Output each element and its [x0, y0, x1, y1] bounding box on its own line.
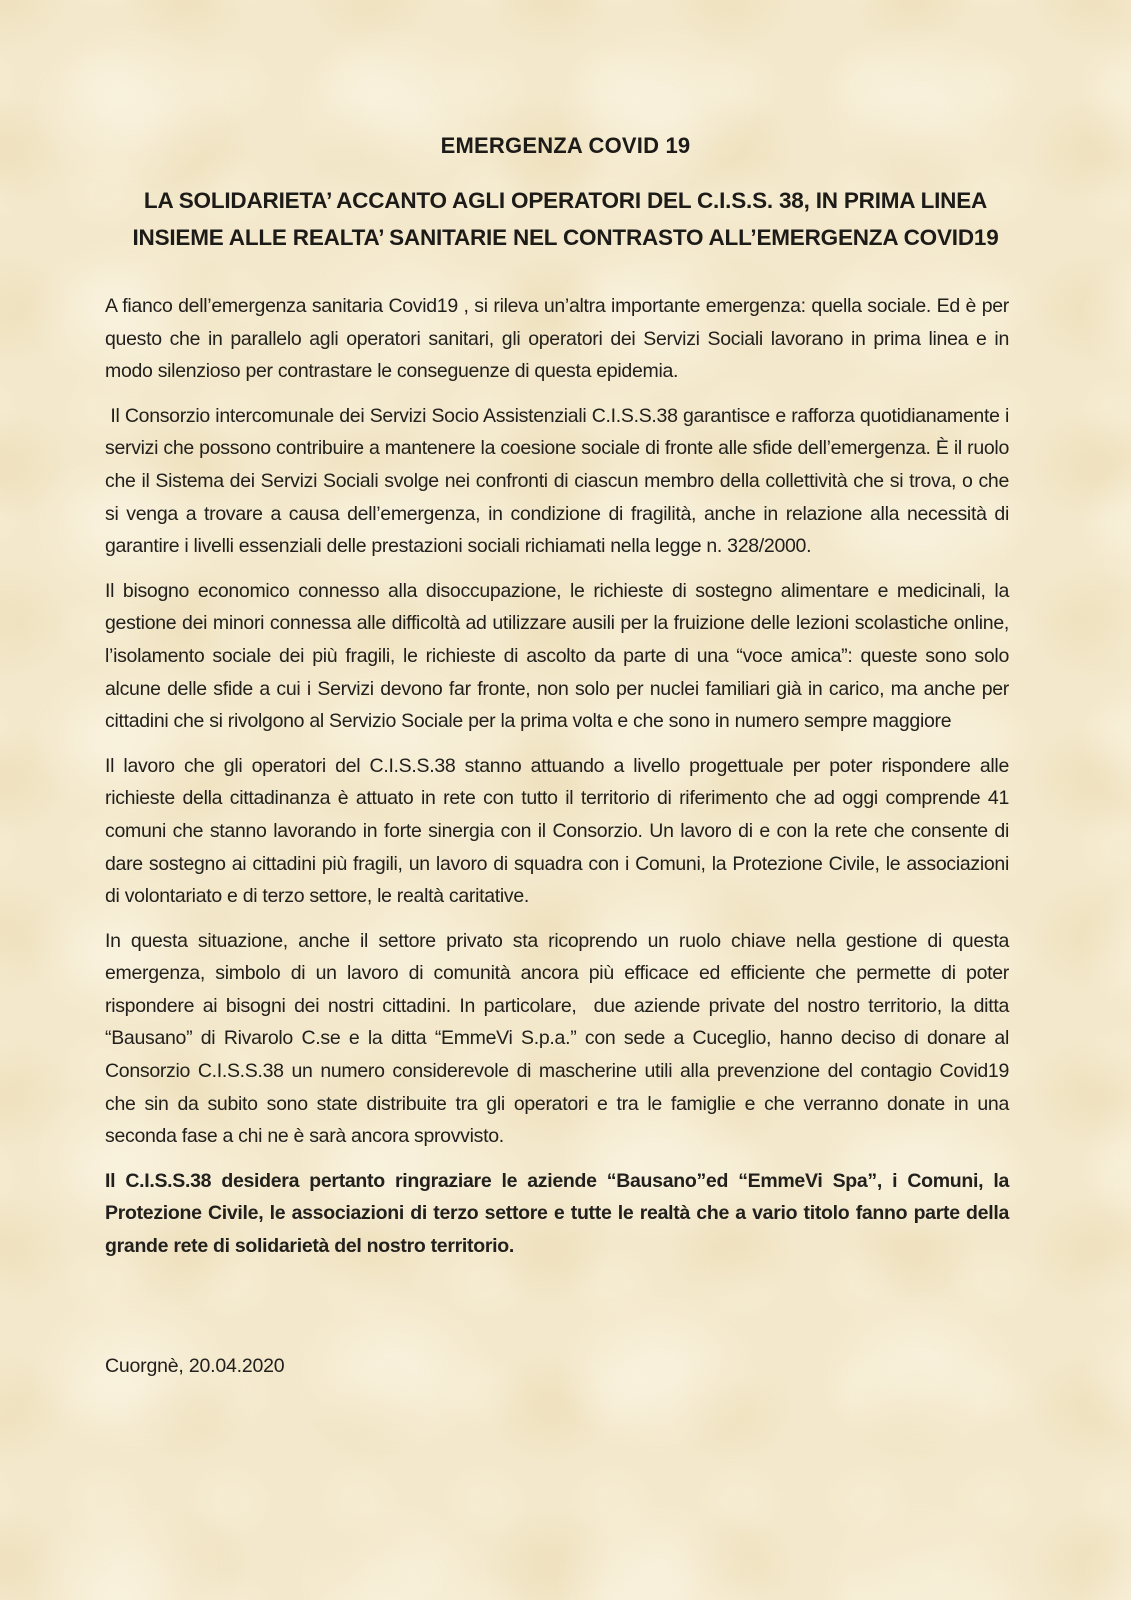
dateline: Cuorgnè, 20.04.2020 [105, 1354, 285, 1377]
document-title: EMERGENZA COVID 19 [440, 133, 691, 158]
document-heading [0, 182, 1131, 256]
paragraph: A fianco dell’emergenza sanitaria Covid19 , si rileva un’altra importante emergenza: quella sociale. Ed è per questo che in parallelo agli operatori sanitari, gli operatori dei Servizi Sociali lavorano in prima linea e in modo silenzioso per contrastare le conseguenze di questa epidemia. [105, 295, 1015, 383]
heading-line: INSIEME ALLE REALTA’ SANITARIE NEL CONTRASTO ALL’EMERGENZA COVID19 [132, 225, 999, 250]
paragraph: Il bisogno economico connesso alla disoccupazione, le richieste di sostegno alimentare e medicinali, la gestione dei minori connessa alle difficoltà ad utilizzare ausili per la fruizione delle lezioni scolastiche online, l’isolamento sociale dei più fragili, le richieste di ascolto da parte di una “voce amica”: queste sono solo alcune delle sfide a cui i Servizi devono far fronte, non solo per nuclei familiari già in carico, ma anche per cittadini che si rivolgono al Servizio Sociale per la prima volta e che sono in numero sempre maggiore [105, 579, 1015, 733]
paragraph: In questa situazione, anche il settore privato sta ricoprendo un ruolo chiave nella gestione di questa emergenza, simbolo di un lavoro di comunità ancora più efficace ed efficiente che permette di poter rispondere ai bisogni dei nostri cittadini. In particolare, due aziende private del nostro territorio, la ditta “Bausano” di Rivarolo C.se e la ditta “EmmeVi S.p.a.” con sede a Cuceglio, hanno deciso di donare al Consorzio C.I.S.S.38 un numero considerevole di mascherine utili alla prevenzione del contagio Covid19 che sin da subito sono state distribuite tra gli operatori e tra le famiglie e che verranno donate in una seconda fase a chi ne è sarà ancora sprovvisto. [105, 929, 1015, 1148]
document-body [0, 290, 1131, 1153]
closing-paragraph: Il C.I.S.S.38 desidera pertanto ringraziare le aziende “Bausano”ed “EmmeVi Spa”, i Comuni, la Protezione Civile, le associazioni di terzo settore e tutte le realtà che a vario titolo fanno parte della grande rete di solidarietà del nostro territorio. [105, 1169, 1015, 1258]
paragraph: Il lavoro che gli operatori del C.I.S.S.38 stanno attuando a livello progettuale per poter rispondere alle richieste della cittadinanza è attuato in rete con tutto il territorio di riferimento che ad oggi comprende 41 comuni che stanno lavorando in forte sinergia con il Consorzio. Un lavoro di e con la rete che consente di dare sostegno ai cittadini più fragili, un lavoro di squadra con i Comuni, la Protezione Civile, le associazioni di volontariato e di terzo settore, le realtà caritative. [105, 754, 1015, 908]
heading-line: LA SOLIDARIETA’ ACCANTO AGLI OPERATORI DEL C.I.S.S. 38, IN PRIMA LINEA [143, 188, 988, 213]
paragraph: Il Consorzio intercomunale dei Servizi Socio Assistenziali C.I.S.S.38 garantisce e rafforza quotidianamente i servizi che possono contribuire a mantenere la coesione sociale di fronte alle sfide dell’emergenza. È il ruolo che il Sistema dei Servizi Sociali svolge nei confronti di ciascun membro della collettività che si trova, o che si venga a trovare a causa dell’emergenza, in condizione di fragilità, anche in relazione alla necessità di garantire i livelli essenziali delle prestazioni sociali richiamati nella legge n. 328/2000. [105, 404, 1015, 558]
